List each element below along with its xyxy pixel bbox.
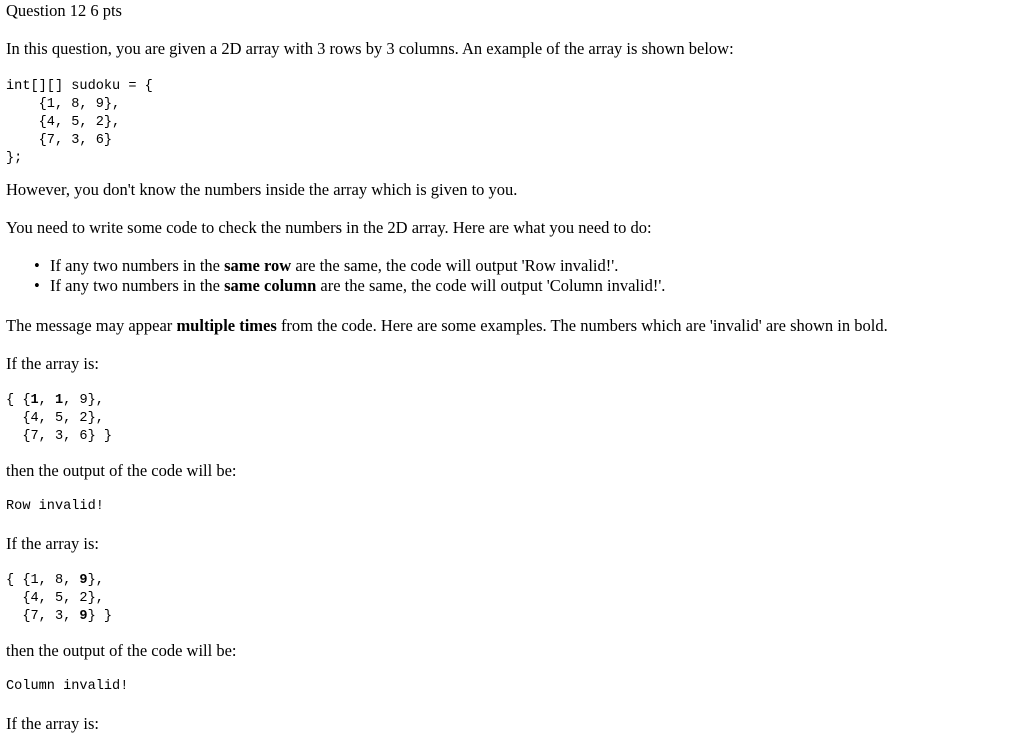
if-array-label: If the array is:	[6, 714, 99, 733]
invalid-number: 9	[79, 609, 88, 624]
rule-bold-text: same column	[224, 276, 317, 295]
rule-text: are the same, the code will output 'Row invalid!'.	[291, 256, 619, 275]
code-line: { {1, 1, 9},	[6, 393, 104, 408]
code-example-column-invalid	[6, 572, 112, 626]
bullet-icon: •	[34, 256, 40, 275]
code-line: };	[6, 151, 23, 166]
rule-column	[34, 276, 666, 296]
however-paragraph: However, you don't know the numbers inside the array which is given to you.	[6, 180, 518, 199]
code-line: {7, 3, 6} }	[6, 429, 113, 444]
message-paragraph	[6, 316, 888, 336]
output-column-invalid: Column invalid!	[6, 679, 129, 694]
code-line: {4, 5, 2},	[6, 591, 104, 606]
code-line: {7, 3, 9} }	[6, 609, 113, 624]
message-text: from the code. Here are some examples. The numbers which are 'invalid' are shown in bold.	[276, 316, 888, 335]
output-row-invalid: Row invalid!	[6, 499, 104, 514]
if-array-label: If the array is:	[6, 354, 99, 373]
invalid-number: 1	[30, 393, 39, 408]
rule-text: If any two numbers in the	[50, 256, 225, 275]
code-example-row-invalid	[6, 392, 112, 446]
code-line: {4, 5, 2},	[6, 411, 104, 426]
rule-row	[34, 256, 665, 276]
question-heading: Question 12 6 pts	[6, 1, 122, 20]
code-line: { {1, 8, 9},	[6, 573, 104, 588]
code-line: int[][] sudoku = {	[6, 79, 153, 94]
if-array-label: If the array is:	[6, 534, 99, 553]
then-output-label: then the output of the code will be:	[6, 641, 237, 660]
intro-paragraph: In this question, you are given a 2D array with 3 rows by 3 columns. An example of the array is shown below:	[6, 39, 734, 58]
rule-bold-text: same row	[224, 256, 292, 275]
code-line: {1, 8, 9},	[6, 97, 121, 112]
rule-text: If any two numbers in the	[50, 276, 225, 295]
code-example-array	[6, 78, 153, 168]
then-output-label: then the output of the code will be:	[6, 461, 237, 480]
bullet-icon: •	[34, 276, 40, 295]
code-line: {4, 5, 2},	[6, 115, 121, 130]
rule-text: are the same, the code will output 'Column invalid!'.	[316, 276, 666, 295]
rules-list	[6, 256, 665, 296]
invalid-number: 1	[54, 393, 64, 408]
instructions-paragraph: You need to write some code to check the numbers in the 2D array. Here are what you need to do:	[6, 218, 652, 237]
code-line: {7, 3, 6}	[6, 133, 113, 148]
message-bold-text: multiple times	[176, 316, 277, 335]
invalid-number: 9	[79, 573, 88, 588]
message-text: The message may appear	[6, 316, 177, 335]
